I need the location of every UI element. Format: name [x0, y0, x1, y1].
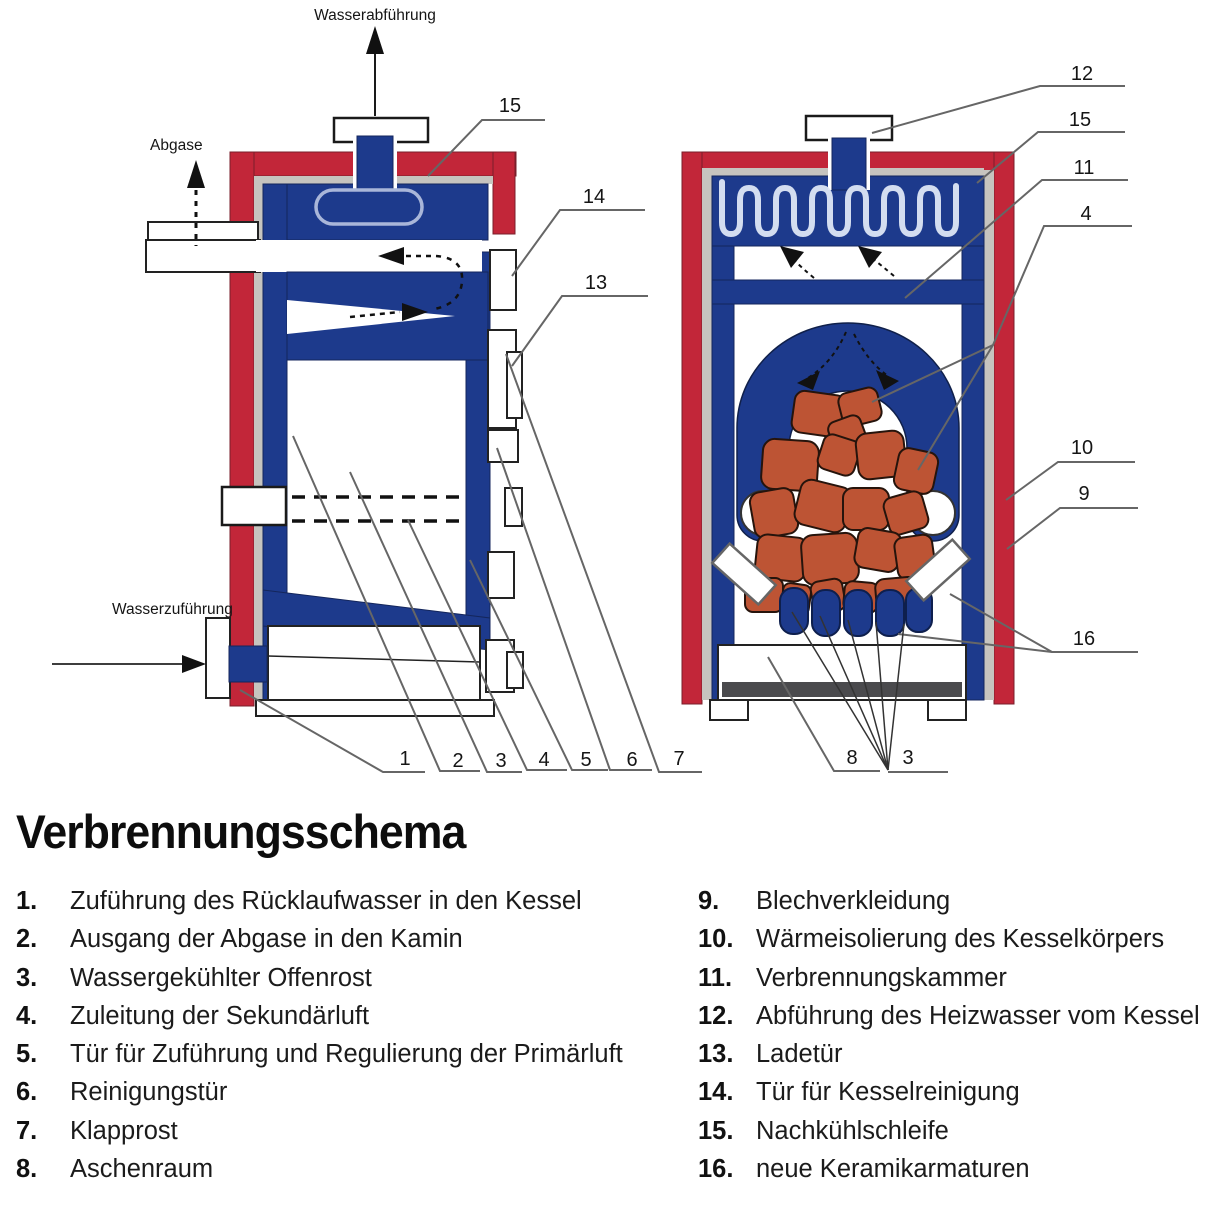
foot-left: [710, 700, 748, 720]
stone: [892, 446, 940, 495]
callout-11: 11: [1073, 157, 1095, 179]
outlet-stem: [357, 136, 393, 190]
water-out-arrow-head: [366, 26, 384, 54]
legend-number: 10.: [698, 925, 734, 954]
leader-r9: [1007, 508, 1138, 549]
legend-number: 14.: [698, 1078, 734, 1107]
callout-7: 7: [673, 748, 685, 770]
grate-finger: [876, 590, 904, 636]
legend-label: Ausgang der Abgase in den Kamin: [70, 925, 463, 954]
callout-15-left: 15: [498, 95, 522, 117]
legend-label: Klapprost: [70, 1116, 178, 1145]
ash-door-plate: [507, 652, 523, 688]
legend-number: 2.: [16, 925, 38, 954]
stone: [843, 488, 889, 530]
updraft-arrow-left: [780, 246, 804, 268]
page-title: Verbrennungsschema: [16, 805, 466, 858]
top-beam: [712, 280, 984, 304]
flue-duct-inner: [256, 240, 482, 272]
callout-2: 2: [452, 750, 464, 772]
leader-n7: [506, 354, 702, 772]
legend-item-6: [16, 1077, 692, 1115]
water-inlet-flange: [206, 618, 230, 698]
callout-4: 4: [538, 749, 550, 771]
legend-item-8: [16, 1154, 692, 1192]
legend-number: 3.: [16, 963, 38, 992]
legend-item-12: [698, 1001, 1214, 1039]
water-in-label: Wasserzuführung: [112, 601, 233, 618]
legend-item-15: [698, 1116, 1214, 1154]
legend-label: Wärmeisolierung des Kesselkörpers: [756, 925, 1165, 954]
legend-item-1: [16, 886, 692, 924]
callout-8: 8: [846, 747, 858, 769]
flue-duct-housing: [148, 222, 258, 240]
legend-label: Blechverkleidung: [756, 887, 951, 915]
legend-label: Ladetür: [756, 1040, 843, 1069]
legend-item-13: [698, 1039, 1214, 1077]
legend-label: Zuleitung der Sekundärluft: [70, 1001, 370, 1030]
legend-number: 15.: [698, 1116, 734, 1145]
callout-16: 16: [1072, 628, 1096, 650]
legend-item-10: [698, 924, 1214, 962]
ash-chamber-left: [268, 626, 480, 702]
flue-gas-label: Abgase: [150, 137, 203, 154]
legend-label: Tür für Zuführung und Regulierung der Primärluft: [70, 1040, 623, 1069]
flue-gas-arrow-head: [187, 160, 205, 188]
water-inlet-stub: [229, 646, 267, 682]
leader-r10: [1006, 462, 1135, 500]
legend-number: 11.: [698, 963, 733, 992]
legend-label: Nachkühlschleife: [756, 1116, 949, 1145]
legend-right-column: [698, 886, 1214, 1192]
cleaning-door-top: [490, 250, 516, 310]
legend-number: 9.: [698, 887, 720, 915]
legend-label: Tür für Kesselreinigung: [756, 1078, 1020, 1107]
callout-9: 9: [1078, 483, 1090, 505]
callout-5: 5: [580, 749, 592, 771]
water-out-label: Wasserabführung: [314, 7, 436, 24]
callout-1: 1: [399, 748, 411, 770]
callout-4-right: 4: [1080, 203, 1092, 225]
callout-10: 10: [1070, 437, 1094, 459]
grate-finger: [780, 588, 808, 634]
callout-13: 13: [584, 272, 608, 294]
legend-label: Aschenraum: [70, 1155, 214, 1184]
outlet-flange-right: [806, 116, 892, 140]
legend-label: Reinigungstür: [70, 1078, 228, 1107]
legend-label: Verbrennungskammer: [756, 963, 1007, 992]
legend-item-9: [698, 886, 1214, 924]
outlet-stem-right: [832, 138, 866, 190]
jacket-left-wall: [712, 176, 734, 700]
primary-air-door: [488, 552, 514, 598]
right-boiler-section: [682, 116, 1014, 720]
callout-3-right: 3: [902, 747, 914, 769]
callout-14: 14: [582, 186, 606, 208]
legend-item-7: [16, 1116, 692, 1154]
legend-item-2: [16, 924, 692, 962]
legend-number: 4.: [16, 1001, 38, 1030]
insulation-right-top: [493, 152, 515, 234]
legend-number: 8.: [16, 1155, 38, 1184]
legend-label: neue Keramikarmaturen: [756, 1155, 1030, 1184]
legend-number: 13.: [698, 1040, 734, 1069]
cladding-left-col: [702, 170, 712, 700]
callout-6: 6: [626, 749, 638, 771]
legend-item-5: [16, 1039, 692, 1077]
leader-l14: [512, 210, 645, 276]
legend-number: 6.: [16, 1078, 38, 1107]
side-flange: [222, 487, 286, 525]
legend-label: Abführung des Heizwasser vom Kessel: [756, 1001, 1200, 1030]
stone: [800, 532, 859, 586]
jacket-right-wall: [962, 176, 984, 700]
legend-number: 1.: [16, 887, 38, 915]
legend-item-11: [698, 963, 1214, 1001]
updraft-tail-left: [794, 260, 814, 278]
legend-item-14: [698, 1077, 1214, 1115]
callout-3: 3: [495, 750, 507, 772]
grate-finger: [844, 590, 872, 636]
foot-right: [928, 700, 966, 720]
updraft-tail-right: [872, 258, 894, 276]
legend-left-column: [16, 886, 692, 1192]
legend-number: 5.: [16, 1040, 38, 1069]
cladding-right-col: [984, 170, 994, 700]
legend-item-3: [16, 963, 692, 1001]
leader-l13: [512, 296, 648, 366]
legend-item-4: [16, 1001, 692, 1039]
legend-item-16: [698, 1154, 1214, 1192]
updraft-arrow-right: [858, 246, 882, 268]
legend-number: 12.: [698, 1001, 734, 1030]
legend-number: 7.: [16, 1116, 38, 1145]
flue-duct-outlet: [146, 240, 260, 272]
door-hinge-plate: [488, 430, 518, 462]
callout-15-right: 15: [1068, 109, 1092, 131]
stone: [748, 487, 799, 540]
callout-12: 12: [1070, 63, 1094, 85]
insulation-left-col: [682, 152, 702, 704]
water-jacket-top-block: [263, 184, 488, 240]
water-in-arrow-head: [182, 655, 206, 673]
legend-number: 16.: [698, 1155, 734, 1184]
legend-label: Wassergekühlter Offenrost: [70, 963, 372, 992]
legend-label: Zuführung des Rücklaufwasser in den Kessel: [70, 887, 582, 915]
